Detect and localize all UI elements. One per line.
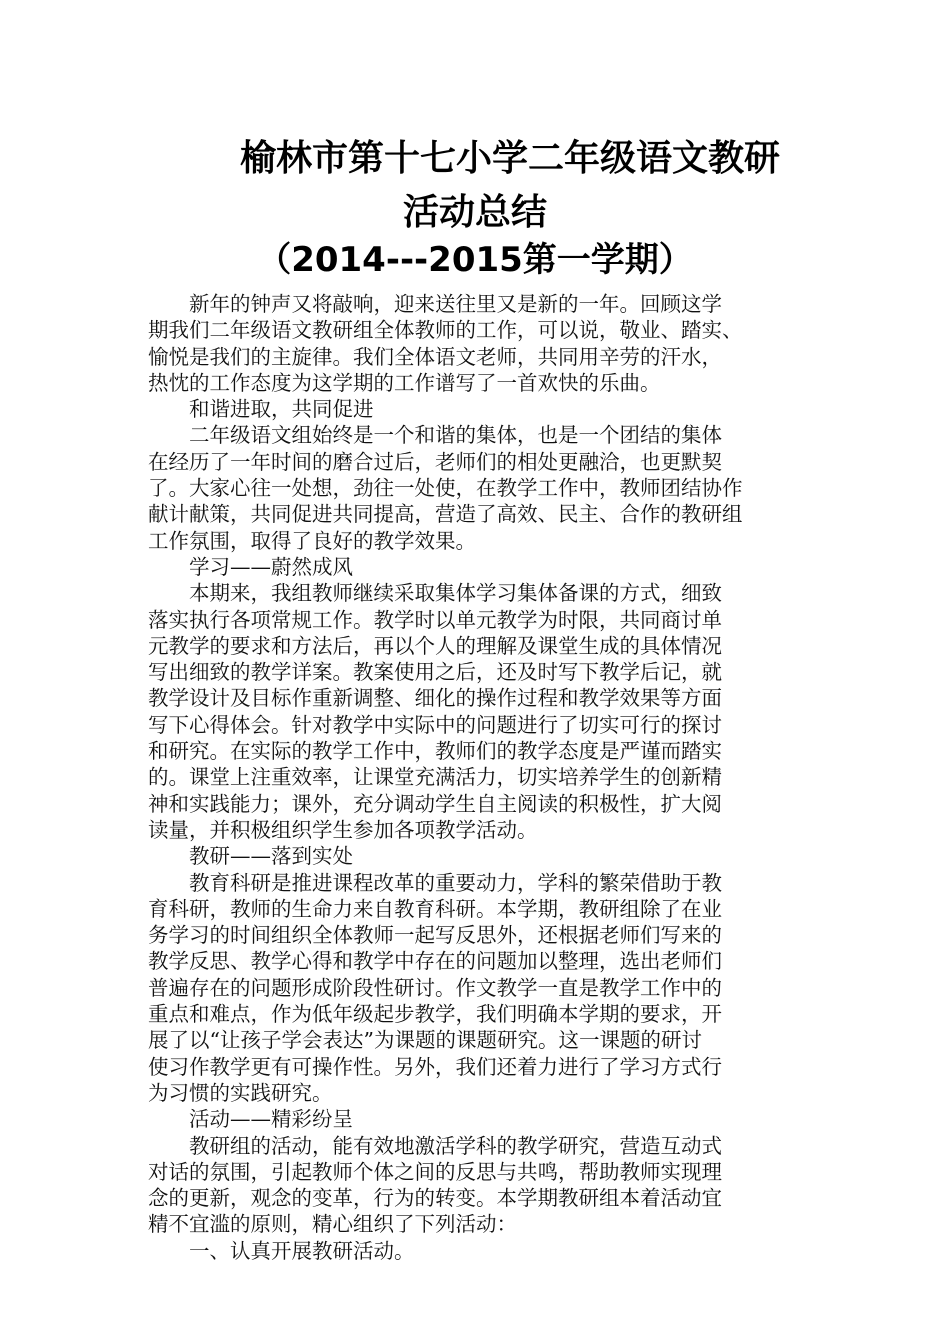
body-text-line: 了。大家心往一处想，劲往一处使，在教学工作中，教师团结协作 <box>148 476 743 501</box>
body-text-line: 献计献策，共同促进共同提高，营造了高效、民主、合作的教研组 <box>148 502 743 527</box>
body-text-line: 务学习的时间组织全体教师一起写反思外，还根据老师们写来的 <box>148 923 722 948</box>
body-text-line: 神和实践能力；课外，充分调动学生自主阅读的积极性，扩大阅 <box>148 791 722 816</box>
body-text-line: 本期来，我组教师继续采取集体学习集体备课的方式，细致 <box>189 581 722 606</box>
body-text-line: 二年级语文组始终是一个和谐的集体，也是一个团结的集体 <box>189 423 722 448</box>
document-title-line-2: 活动总结 <box>402 192 547 233</box>
body-text-line: 在经历了一年时间的磨合过后，老师们的相处更融洽，也更默契 <box>148 449 722 474</box>
body-text-line: 学习——蔚然成风 <box>189 554 353 579</box>
body-text-line: 活动——精彩纷呈 <box>189 1107 353 1132</box>
body-text-line: 使习作教学更有可操作性。另外，我们还着力进行了学习方式行 <box>148 1054 722 1079</box>
body-text-line: 为习惯的实践研究。 <box>148 1080 333 1105</box>
body-text-line: 育科研，教师的生命力来自教育科研。本学期，教研组除了在业 <box>148 896 722 921</box>
body-text-line: 展了以“让孩子学会表达”为课题的课题研究。这一课题的研讨 <box>148 1028 702 1053</box>
body-text-line: 一、认真开展教研活动。 <box>189 1238 415 1263</box>
body-text-line: 元教学的要求和方法后，再以个人的理解及课堂生成的具体情况 <box>148 633 722 658</box>
document-title-line-3: （2014---2015第一学期） <box>257 240 693 280</box>
body-text-line: 愉悦是我们的主旋律。我们全体语文老师，共同用辛劳的汗水， <box>148 344 722 369</box>
body-text-line: 对话的氛围，引起教师个体之间的反思与共鸣，帮助教师实现理 <box>148 1159 722 1184</box>
body-text-line: 教育科研是推进课程改革的重要动力，学科的繁荣借助于教 <box>189 870 722 895</box>
body-text-line: 读量，并积极组织学生参加各项教学活动。 <box>148 817 538 842</box>
body-text-line: 精不宜滥的原则，精心组织了下列活动： <box>148 1212 517 1237</box>
body-text-line: 写下心得体会。针对教学中实际中的问题进行了切实可行的探讨 <box>148 712 722 737</box>
body-text-line: 期我们二年级语文教研组全体教师的工作，可以说，敬业、踏实、 <box>148 318 743 343</box>
body-text-line: 教研组的活动，能有效地激活学科的教学研究，营造互动式 <box>189 1133 722 1158</box>
body-text-line: 工作氛围，取得了良好的教学效果。 <box>148 528 476 553</box>
body-text-line: 写出细致的教学详案。教案使用之后，还及时写下教学后记，就 <box>148 660 722 685</box>
body-text-line: 落实执行各项常规工作。教学时以单元教学为时限，共同商讨单 <box>148 607 722 632</box>
document-title-line-1: 榆林市第十七小学二年级语文教研 <box>239 138 780 179</box>
body-text-line: 普遍存在的问题形成阶段性研讨。作文教学一直是教学工作中的 <box>148 975 722 1000</box>
body-text-line: 教研——落到实处 <box>189 844 353 869</box>
body-text-line: 和研究。在实际的教学工作中，教师们的教学态度是严谨而踏实 <box>148 739 722 764</box>
body-text-line: 的。课堂上注重效率，让课堂充满活力，切实培养学生的创新精 <box>148 765 722 790</box>
body-text-line: 教学设计及目标作重新调整、细化的操作过程和教学效果等方面 <box>148 686 722 711</box>
body-text-line: 新年的钟声又将敲响，迎来送往里又是新的一年。回顾这学 <box>189 292 722 316</box>
body-text-line: 重点和难点，作为低年级起步教学，我们明确本学期的要求，开 <box>148 1002 722 1027</box>
body-text-line: 教学反思、教学心得和教学中存在的问题加以整理，选出老师们 <box>148 949 722 974</box>
body-text-line: 念的更新，观念的变革，行为的转变。本学期教研组本着活动宜 <box>148 1186 722 1211</box>
body-text-line: 和谐进取，共同促进 <box>189 397 374 422</box>
document-body <box>148 291 810 1264</box>
body-text-line: 热忱的工作态度为这学期的工作谱写了一首欢快的乐曲。 <box>148 370 661 395</box>
